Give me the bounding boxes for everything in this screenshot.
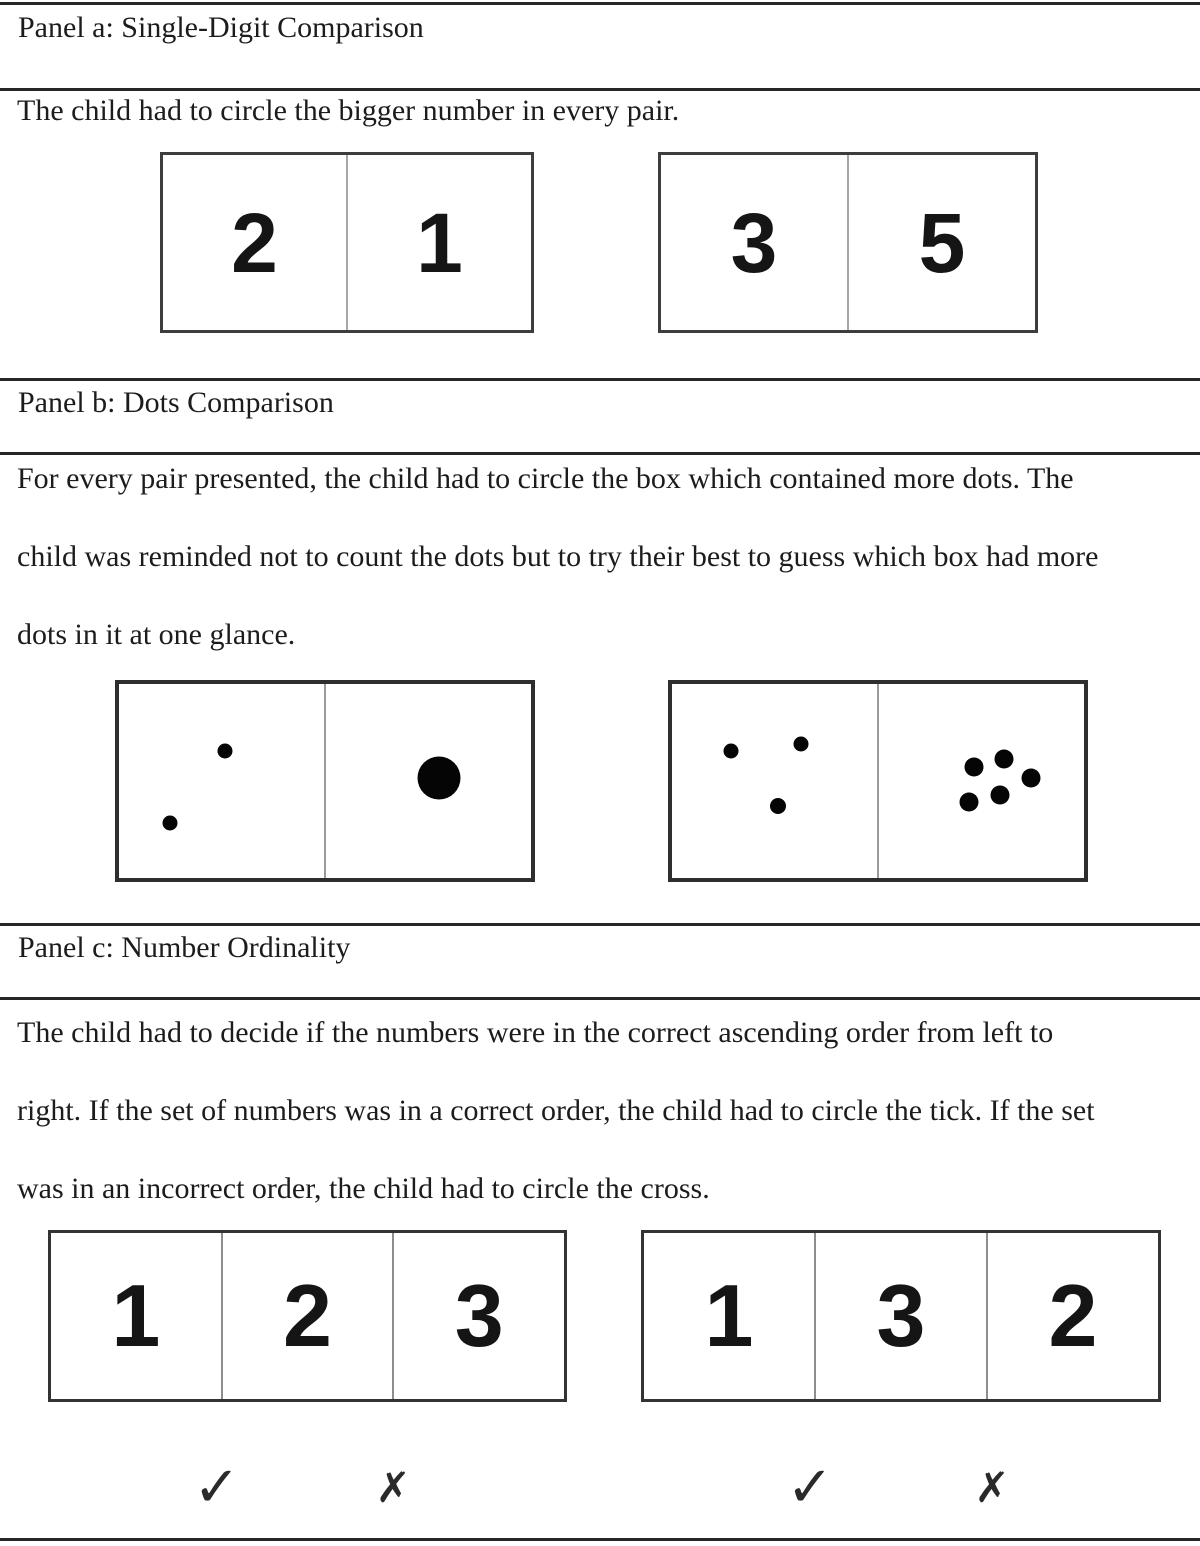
digit: 3 xyxy=(730,195,778,290)
dots-pair-box-2 xyxy=(668,680,1088,882)
dot xyxy=(770,798,786,814)
answer-marks-1 xyxy=(48,1450,567,1525)
dots-cell-right xyxy=(324,684,531,878)
panel-c-title: Panel c: Number Ordinality xyxy=(18,931,351,964)
number-cell xyxy=(392,1233,564,1399)
cross-mark-icon: ✗ xyxy=(375,1462,411,1512)
number-pair-box-1 xyxy=(160,152,534,333)
answer-marks-2 xyxy=(641,1450,1161,1525)
digit: 1 xyxy=(416,195,463,290)
panel-b-instruction-line-1: For every pair presented, the child had to circle the box which contained more dots. The xyxy=(17,462,1074,495)
digit: 1 xyxy=(704,1266,754,1365)
panel-b-title: Panel b: Dots Comparison xyxy=(18,386,334,419)
digit: 1 xyxy=(111,1266,161,1365)
digit: 5 xyxy=(918,195,966,290)
tick-mark-icon: ✓ xyxy=(193,1454,241,1520)
number-pair-box-2 xyxy=(658,152,1038,333)
dot xyxy=(965,758,984,777)
dot xyxy=(794,737,809,752)
number-cell xyxy=(644,1233,814,1399)
horizontal-rule-above-panel-c xyxy=(0,923,1200,926)
panel-c-instruction xyxy=(17,994,1095,1228)
horizontal-rule-top xyxy=(0,2,1200,5)
dots-cell-right xyxy=(877,684,1084,878)
panel-c-instruction-line-1: The child had to decide if the numbers were in the correct ascending order from left to xyxy=(17,1016,1054,1049)
digit: 2 xyxy=(1048,1266,1098,1365)
dot xyxy=(217,743,232,758)
ordinality-box-2 xyxy=(641,1230,1161,1402)
dot xyxy=(1021,769,1040,788)
tick-mark-icon: ✓ xyxy=(786,1454,834,1520)
number-cell xyxy=(163,155,346,330)
number-cell xyxy=(847,155,1035,330)
digit: 2 xyxy=(283,1266,332,1365)
dot xyxy=(417,757,460,800)
dot xyxy=(163,815,178,830)
number-cell xyxy=(814,1233,986,1399)
digit: 3 xyxy=(454,1266,504,1365)
panel-c-instruction-line-2: right. If the set of numbers was in a correct order, the child had to circle the tick. If the set xyxy=(17,1094,1095,1127)
panel-b-instruction-line-2: child was reminded not to count the dots but to try their best to guess which box had more xyxy=(17,540,1099,573)
panel-a-title: Panel a: Single-Digit Comparison xyxy=(18,11,424,44)
cross-mark-icon: ✗ xyxy=(974,1462,1010,1512)
horizontal-rule-below-panel-a-title xyxy=(0,88,1200,91)
dot xyxy=(995,749,1014,768)
dots-cell-left xyxy=(672,684,877,878)
number-cell xyxy=(986,1233,1158,1399)
digit: 3 xyxy=(876,1266,926,1365)
panel-b-instruction-line-3: dots in it at one glance. xyxy=(17,618,296,651)
number-cell xyxy=(346,155,531,330)
ordinality-box-1 xyxy=(48,1230,567,1402)
panel-a-instruction: The child had to circle the bigger number in every pair. xyxy=(17,94,680,127)
digit: 2 xyxy=(231,195,278,290)
horizontal-rule-above-panel-b xyxy=(0,378,1200,381)
panel-c-instruction-line-3: was in an incorrect order, the child had to circle the cross. xyxy=(17,1172,710,1205)
dot xyxy=(960,793,979,812)
number-cell xyxy=(51,1233,221,1399)
dots-pair-box-1 xyxy=(115,680,535,882)
dot xyxy=(990,785,1009,804)
dots-cell-left xyxy=(119,684,324,878)
number-cell xyxy=(661,155,847,330)
number-cell xyxy=(221,1233,393,1399)
panel-b-instruction xyxy=(17,440,1098,674)
dot xyxy=(724,743,739,758)
horizontal-rule-bottom xyxy=(0,1538,1200,1541)
